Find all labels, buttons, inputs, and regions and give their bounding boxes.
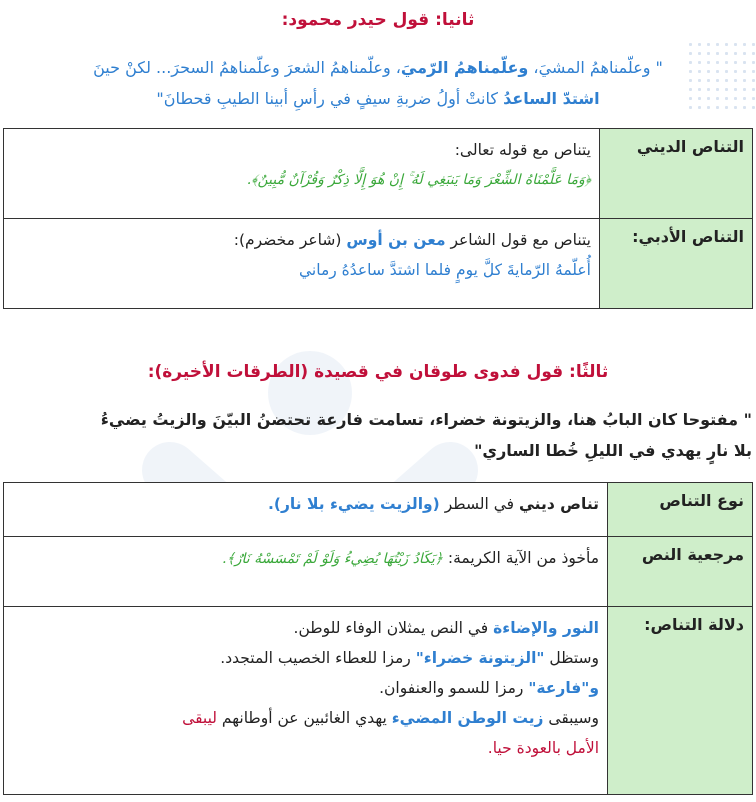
content-highlight: النور والإضاءة <box>493 619 599 637</box>
row-label-reference: مرجعية النص <box>608 537 753 607</box>
content-highlight: و"فارعة" <box>528 679 599 697</box>
content-text: وسيبقى <box>543 709 599 727</box>
quote-line-2 <box>8 83 748 114</box>
row-label-type: نوع التناص <box>608 483 753 537</box>
section-heading-2: ثانيا: قول حيدر محمود: <box>281 10 475 30</box>
table-row <box>4 129 753 219</box>
quote-text: كانتْ أولُ ضربةِ سيفٍ في رأسِ أبينا الطيبِ قحطانَ" <box>156 89 504 108</box>
table-row <box>4 219 753 309</box>
content-text: يتناص مع قول الشاعر <box>445 231 591 249</box>
poem-verse: أُعلّمهُ الرّمايةَ كلَّ يومٍ فلما اشتدَّ ساعدُهُ رماني <box>298 261 591 279</box>
row-content-reference <box>4 537 608 607</box>
content-text: يتناص مع قوله تعالى: <box>454 141 591 159</box>
quote-haidar <box>8 52 748 114</box>
content-highlight: تناص ديني <box>519 495 599 513</box>
table-row <box>4 607 753 795</box>
poet-name: معن بن أوس <box>346 231 446 249</box>
content-text: في النص يمثلان الوفاء للوطن. <box>293 619 494 637</box>
table-row <box>4 537 753 607</box>
quote-text: ، وعلّمناهمُ الشعرَ وعلّمناهمُ السحرَ... لكنْ حينَ <box>93 58 401 77</box>
content-highlight: زيت الوطن المضيء <box>391 709 544 727</box>
content-line <box>12 673 599 703</box>
row-label-significance: دلالة التناص: <box>608 607 753 795</box>
quote-line-1 <box>8 52 748 83</box>
content-highlight: "الزيتونة خضراء" <box>415 649 545 667</box>
content-text: رمزا للسمو والعنفوان. <box>379 679 529 697</box>
row-label-literary: التناص الأدبي: <box>600 219 753 309</box>
row-content-religious <box>4 129 600 219</box>
content-line <box>12 643 599 673</box>
table-row <box>4 483 753 537</box>
content-text: رمزا للعطاء الخصيب المتجدد. <box>220 649 416 667</box>
row-content-type <box>4 483 608 537</box>
row-content-literary <box>4 219 600 309</box>
quote-fadwa <box>8 404 752 466</box>
quran-verse: ﴿وَمَا عَلَّمْنَاهُ الشِّعْرَ وَمَا يَنبَغِي لَهُ ۚ إِنْ هُوَ إِلَّا ذِكْرٌ وَقُرْآنٌ مُّبِينٌ﴾. <box>246 172 591 188</box>
row-label-religious: التناص الديني <box>600 129 753 219</box>
intertext-table-1 <box>3 128 753 309</box>
section-heading-3: ثالثًا: قول فدوى طوقان في قصيدة (الطرقات الأخيرة): <box>147 362 609 382</box>
quran-verse: ﴿يَكَادُ زَيْتُهَا يُضِيءُ وَلَوْ لَمْ تَمْسَسْهُ نَارٌ﴾. <box>222 551 443 567</box>
quote-line-1: " مفتوحا كان البابُ هنا، والزيتونة خضراء، تسامت فارعة تحتضنُ البيّنَ والزيتُ يضيءُ <box>100 410 752 429</box>
content-text: وستظل <box>544 649 599 667</box>
quote-text: " وعلّمناهمُ المشيَ، <box>528 58 663 77</box>
content-emphasis: ليبقى <box>182 709 217 727</box>
content-emphasis: الأمل بالعودة حيا. <box>487 739 599 757</box>
content-text: مأخوذ من الآية الكريمة: <box>442 549 599 567</box>
content-text: يهدي الغائبين عن أوطانهم <box>217 709 392 727</box>
content-highlight: (والزيت يضيء بلا نار). <box>268 495 440 513</box>
quote-line-2: بلا نارٍ يهدي في الليلِ خُطا الساري" <box>474 441 752 460</box>
content-text: (شاعر مخضرم): <box>233 231 347 249</box>
content-text: في السطر <box>439 495 519 513</box>
content-line <box>12 225 591 255</box>
quote-highlight: وعلّمناهمُ الرّميَ <box>400 58 529 77</box>
intertext-table-2 <box>3 482 753 795</box>
quote-highlight: اشتدّ الساعدُ <box>503 89 600 108</box>
content-line <box>12 613 599 643</box>
content-line <box>12 703 599 733</box>
row-content-significance <box>4 607 608 795</box>
